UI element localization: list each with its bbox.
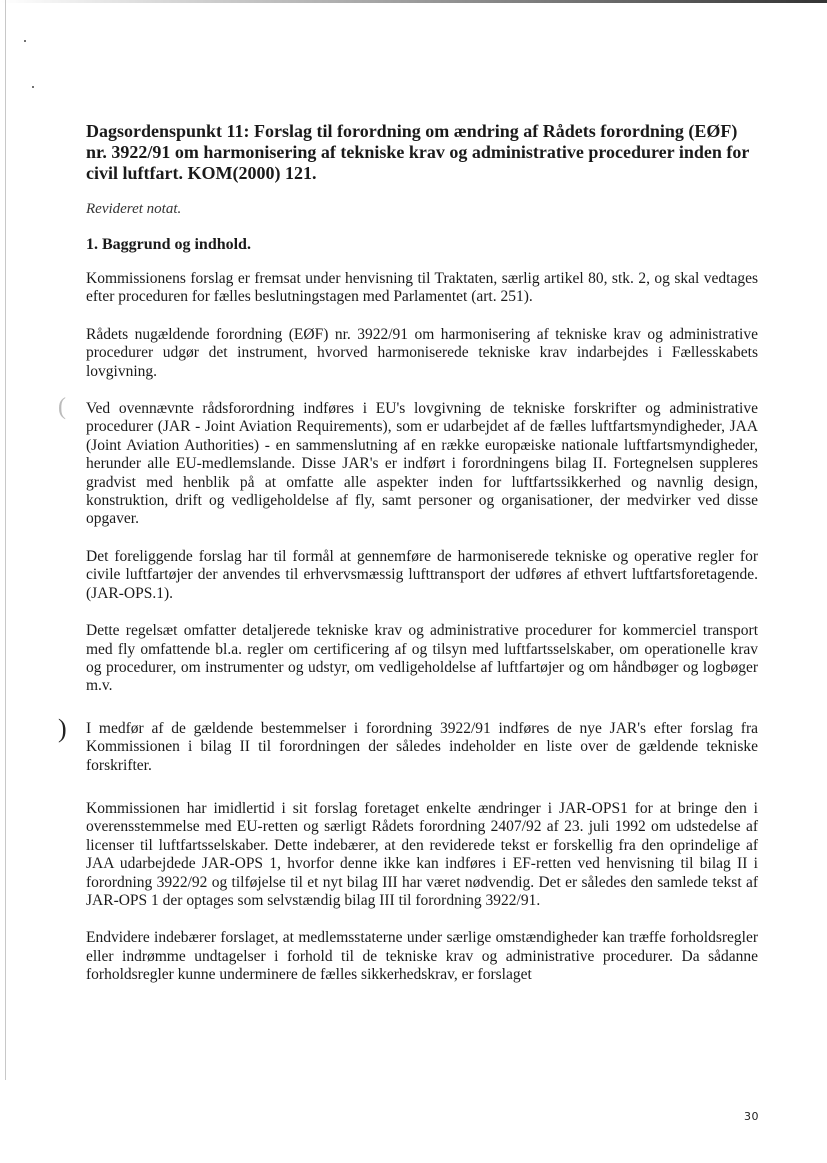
paragraph: Dette regelsæt omfatter detaljerede tekniske krav og administrative procedurer for kommerciel transport med fly omfattende bl.a. regler om certificering af og tilsyn med luftfartsselskaber, om operationelle krav og procedurer, om instrumenter og udstyr, om vedligeholdelse af luftfartøjer og om håndbøger og logbøger m.v. xyxy=(86,622,758,695)
paragraph: Endvidere indebærer forslaget, at medlemsstaterne under særlige omstændigheder kan træffe forholdsregler eller indrømme undtagelser i forhold til de tekniske krav og administrative procedurer. Da sådanne forholdsregler kunne underminere de fælles sikkerhedskrav, er forslaget xyxy=(86,929,758,984)
paragraph: Det foreliggende forslag har til formål at gennemføre de harmoniserede tekniske og operative regler for civile luftfartøjer der anvendes til erhvervsmæssig lufttransport der udføres af ethvert luftfartsforetagende. (JAR-OPS.1). xyxy=(86,547,758,602)
scan-speck xyxy=(32,86,34,88)
document-title: Dagsordenspunkt 11: Forslag til forordning om ændring af Rådets forordning (EØF) nr. 3922/91 om harmonisering af tekniske krav og administrative procedurer inden for civil luftfart. KOM(2000) 121. xyxy=(86,121,750,183)
paragraph: Kommissionens forslag er fremsat under henvisning til Traktaten, særlig artikel 80, stk. 2, og skal vedtages efter proceduren for fælles beslutningstagen med Parlamentet (art. 251). xyxy=(86,270,758,306)
document-subtitle: Revideret notat. xyxy=(86,201,182,217)
scan-margin-mark: ) xyxy=(58,714,67,743)
section-heading: 1. Baggrund og indhold. xyxy=(86,236,251,253)
paragraph: Kommissionen har imidlertid i sit forslag foretaget enkelte ændringer i JAR-OPS1 for at bringe den i overensstemmelse med EU-retten og særligt Rådets forordning 2407/92 af 23. juli 1992 om udstedelse af licenser til luftfartsselskaber. Dette indebærer, at den reviderede tekst er forskellig fra den oprindelige af JAA udarbejdede JAR-OPS 1, hvorfor denne ikke kan indføres i EF-retten ved henvisning til bilag II i forordning 3922/92 og tilføjelse til et nyt bilag III har været nødvendig. Det er således den samlede tekst af JAR-OPS 1 der optages som selvstændig bilag III til forordning 3922/91. xyxy=(86,799,758,909)
scan-speck xyxy=(24,40,26,42)
paragraph: Ved ovennævnte rådsforordning indføres i EU's lovgivning de tekniske forskrifter og administrative procedurer (JAR - Joint Aviation Requirements), som er udarbejdet af de fælles luftfartsmyndigheder, JAA (Joint Aviation Authorities) - en sammenslutning af en række europæiske nationale luftfartsmyndigheder, herunder alle EU-medlemslande. Disse JAR's er indført i forordningens bilag II. Fortegnelsen suppleres gradvist med henblik på at omfatte alle aspekter inden for luftfartssikkerhed og navnlig design, konstruktion, drift og vedligeholdelse af fly, samt personer og organisationer, der medvirker ved disse opgaver. xyxy=(86,400,758,528)
page-number: 30 xyxy=(744,1110,759,1123)
document-body xyxy=(86,121,758,1004)
scan-edge-top xyxy=(0,0,827,3)
scan-margin-mark: ( xyxy=(58,394,66,420)
paragraph: I medfør af de gældende bestemmelser i forordning 3922/91 indføres de nye JAR's efter forslag fra Kommissionen i bilag II til forordningen der således indeholder en liste over de gældende tekniske forskrifter. xyxy=(86,719,758,774)
paragraph: Rådets nugældende forordning (EØF) nr. 3922/91 om harmonisering af tekniske krav og administrative procedurer udgør det instrument, hvorved harmoniserede tekniske krav indarbejdes i Fællesskabets lovgivning. xyxy=(86,325,758,380)
scan-edge-left xyxy=(5,0,6,1080)
